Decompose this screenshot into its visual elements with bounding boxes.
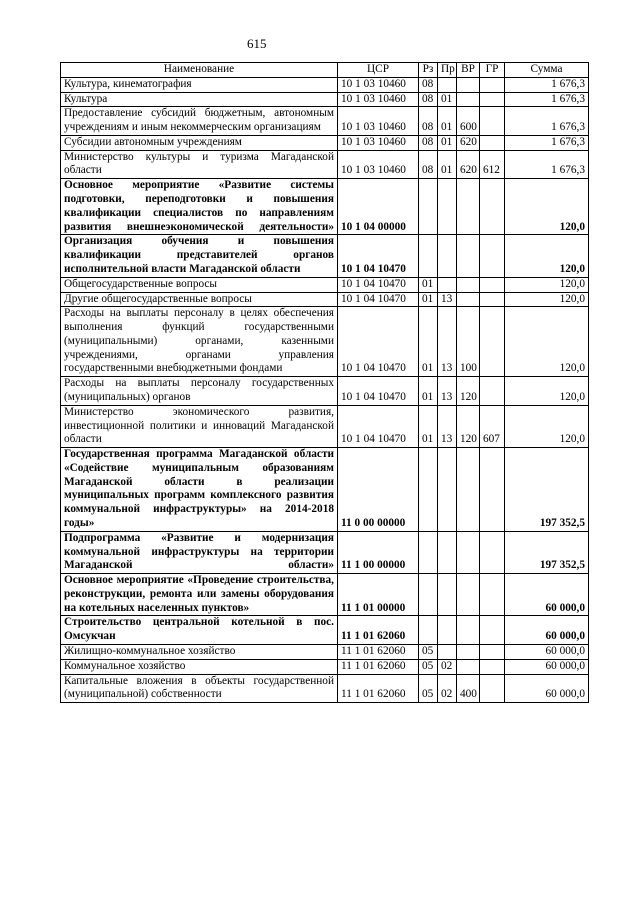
cell-gr [480,92,505,107]
cell-sum: 120,0 [505,377,589,406]
cell-name: Капитальные вложения в объекты государственной (муниципальной) собственности [61,674,338,703]
cell-gr [480,659,505,674]
cell-gr [480,448,505,532]
table-row [61,107,589,136]
cell-rz [419,531,438,573]
cell-rz: 08 [419,150,438,179]
cell-pr [438,179,457,235]
cell-sum: 1 676,3 [505,135,589,150]
cell-rz [419,616,438,645]
cell-csr: 11 1 01 62060 [338,674,419,703]
cell-vr [457,292,480,307]
cell-rz: 01 [419,277,438,292]
table-body [61,77,589,702]
cell-sum: 60 000,0 [505,659,589,674]
cell-pr [438,235,457,277]
cell-vr [457,77,480,92]
cell-rz: 08 [419,135,438,150]
cell-gr [480,179,505,235]
cell-pr: 01 [438,135,457,150]
cell-gr [480,107,505,136]
cell-vr [457,277,480,292]
cell-sum: 197 352,5 [505,531,589,573]
column-header-csr: ЦСР [338,63,419,78]
cell-gr [480,307,505,377]
cell-name: Расходы на выплаты персоналу в целях обеспечения выполнения функций государственными (муниципальными) органами, казенными учреждениями, органами управления государственными внебюджетными фондами [61,307,338,377]
cell-rz [419,179,438,235]
cell-pr: 02 [438,674,457,703]
cell-vr [457,616,480,645]
cell-vr [457,531,480,573]
cell-csr: 10 1 04 10470 [338,277,419,292]
cell-csr: 11 1 01 62060 [338,659,419,674]
cell-rz: 08 [419,92,438,107]
table-row [61,135,589,150]
cell-sum: 120,0 [505,292,589,307]
table-row [61,616,589,645]
cell-rz: 05 [419,674,438,703]
table-row [61,674,589,703]
budget-table [60,62,589,703]
cell-vr [457,92,480,107]
column-header-pr: Пр [438,63,457,78]
cell-csr: 10 1 04 00000 [338,179,419,235]
table-row [61,77,589,92]
cell-rz: 05 [419,645,438,660]
table-row [61,277,589,292]
cell-name: Субсидии автономным учреждениям [61,135,338,150]
cell-sum: 120,0 [505,405,589,447]
cell-sum: 1 676,3 [505,150,589,179]
cell-vr: 620 [457,150,480,179]
cell-csr: 10 1 03 10460 [338,107,419,136]
cell-pr: 13 [438,377,457,406]
page-number: 615 [247,36,267,51]
cell-name: Расходы на выплаты персоналу государственных (муниципальных) органов [61,377,338,406]
cell-csr: 10 1 04 10470 [338,292,419,307]
cell-rz: 08 [419,77,438,92]
cell-vr [457,659,480,674]
table-row [61,531,589,573]
cell-rz: 08 [419,107,438,136]
cell-sum: 1 676,3 [505,92,589,107]
cell-pr [438,448,457,532]
cell-pr [438,77,457,92]
cell-rz: 01 [419,292,438,307]
cell-gr [480,77,505,92]
cell-vr [457,235,480,277]
cell-csr: 10 1 04 10470 [338,377,419,406]
cell-name: Коммунальное хозяйство [61,659,338,674]
cell-gr [480,616,505,645]
cell-csr: 11 0 00 00000 [338,448,419,532]
cell-sum: 60 000,0 [505,674,589,703]
cell-sum: 1 676,3 [505,107,589,136]
cell-name: Основное мероприятие «Развитие системы подготовки, переподготовки и повышения квалификации специалистов по направлениям развития внешнеэкономической деятельности» [61,179,338,235]
cell-vr [457,574,480,616]
cell-name: Культура [61,92,338,107]
cell-rz: 01 [419,377,438,406]
cell-gr [480,292,505,307]
cell-vr [457,448,480,532]
table-row [61,92,589,107]
cell-pr [438,531,457,573]
cell-pr [438,277,457,292]
cell-sum: 60 000,0 [505,645,589,660]
cell-sum: 120,0 [505,277,589,292]
column-header-gr: ГР [480,63,505,78]
cell-vr: 120 [457,405,480,447]
table-row [61,150,589,179]
table-row [61,659,589,674]
cell-csr: 10 1 03 10460 [338,135,419,150]
cell-gr [480,645,505,660]
table-header-row [61,63,589,78]
column-header-vr: ВР [457,63,480,78]
cell-rz [419,235,438,277]
cell-vr [457,179,480,235]
cell-sum: 60 000,0 [505,574,589,616]
cell-csr: 10 1 03 10460 [338,150,419,179]
cell-gr [480,277,505,292]
table-row [61,377,589,406]
table-row [61,448,589,532]
cell-rz: 05 [419,659,438,674]
cell-pr: 13 [438,405,457,447]
column-header-rz: Рз [419,63,438,78]
table-row [61,645,589,660]
cell-vr: 400 [457,674,480,703]
cell-pr: 02 [438,659,457,674]
cell-rz [419,448,438,532]
cell-pr [438,574,457,616]
cell-sum: 120,0 [505,235,589,277]
cell-vr: 620 [457,135,480,150]
cell-name: Строительство центральной котельной в пос. Омсукчан [61,616,338,645]
cell-pr [438,645,457,660]
cell-gr [480,674,505,703]
cell-csr: 11 1 01 00000 [338,574,419,616]
cell-gr [480,531,505,573]
cell-rz: 01 [419,307,438,377]
cell-gr [480,377,505,406]
cell-csr: 10 1 03 10460 [338,77,419,92]
cell-name: Культура, кинематография [61,77,338,92]
cell-pr: 13 [438,292,457,307]
cell-csr: 11 1 00 00000 [338,531,419,573]
table-row [61,292,589,307]
cell-csr: 10 1 04 10470 [338,235,419,277]
cell-csr: 11 1 01 62060 [338,645,419,660]
cell-csr: 10 1 03 10460 [338,92,419,107]
cell-gr: 607 [480,405,505,447]
cell-name: Министерство культуры и туризма Магаданской области [61,150,338,179]
cell-sum: 120,0 [505,307,589,377]
cell-name: Общегосударственные вопросы [61,277,338,292]
cell-vr: 600 [457,107,480,136]
cell-pr: 01 [438,150,457,179]
table-row [61,307,589,377]
cell-vr: 100 [457,307,480,377]
cell-sum: 60 000,0 [505,616,589,645]
cell-sum: 197 352,5 [505,448,589,532]
cell-pr: 13 [438,307,457,377]
cell-pr: 01 [438,107,457,136]
cell-name: Предоставление субсидий бюджетным, автономным учреждениям и иным некоммерческим организациям [61,107,338,136]
cell-gr [480,135,505,150]
cell-name: Жилищно-коммунальное хозяйство [61,645,338,660]
cell-name: Министерство экономического развития, инвестиционной политики и инноваций Магаданской области [61,405,338,447]
cell-csr: 11 1 01 62060 [338,616,419,645]
cell-gr [480,235,505,277]
column-header-sum: Сумма [505,63,589,78]
cell-sum: 120,0 [505,179,589,235]
cell-name: Государственная программа Магаданской области «Содействие муниципальным образованиям Магаданской области в реализации муниципальных программ комплексного развития коммунальной инфраструктуры» на 2014-2018 годы» [61,448,338,532]
cell-pr: 01 [438,92,457,107]
cell-csr: 10 1 04 10470 [338,307,419,377]
cell-name: Организация обучения и повышения квалификации представителей органов исполнительной власти Магаданской области [61,235,338,277]
cell-vr [457,645,480,660]
table-row [61,235,589,277]
table-row [61,405,589,447]
cell-name: Другие общегосударственные вопросы [61,292,338,307]
column-header-name: Наименование [61,63,338,78]
cell-name: Подпрограмма «Развитие и модернизация коммунальной инфраструктуры на территории Магаданской области» [61,531,338,573]
cell-csr: 10 1 04 10470 [338,405,419,447]
cell-sum: 1 676,3 [505,77,589,92]
cell-rz [419,574,438,616]
cell-pr [438,616,457,645]
cell-rz: 01 [419,405,438,447]
table-row [61,179,589,235]
cell-vr: 120 [457,377,480,406]
table-row [61,574,589,616]
cell-name: Основное мероприятие «Проведение строительства, реконструкции, ремонта или замены оборудования на котельных населенных пунктов» [61,574,338,616]
cell-gr: 612 [480,150,505,179]
cell-gr [480,574,505,616]
